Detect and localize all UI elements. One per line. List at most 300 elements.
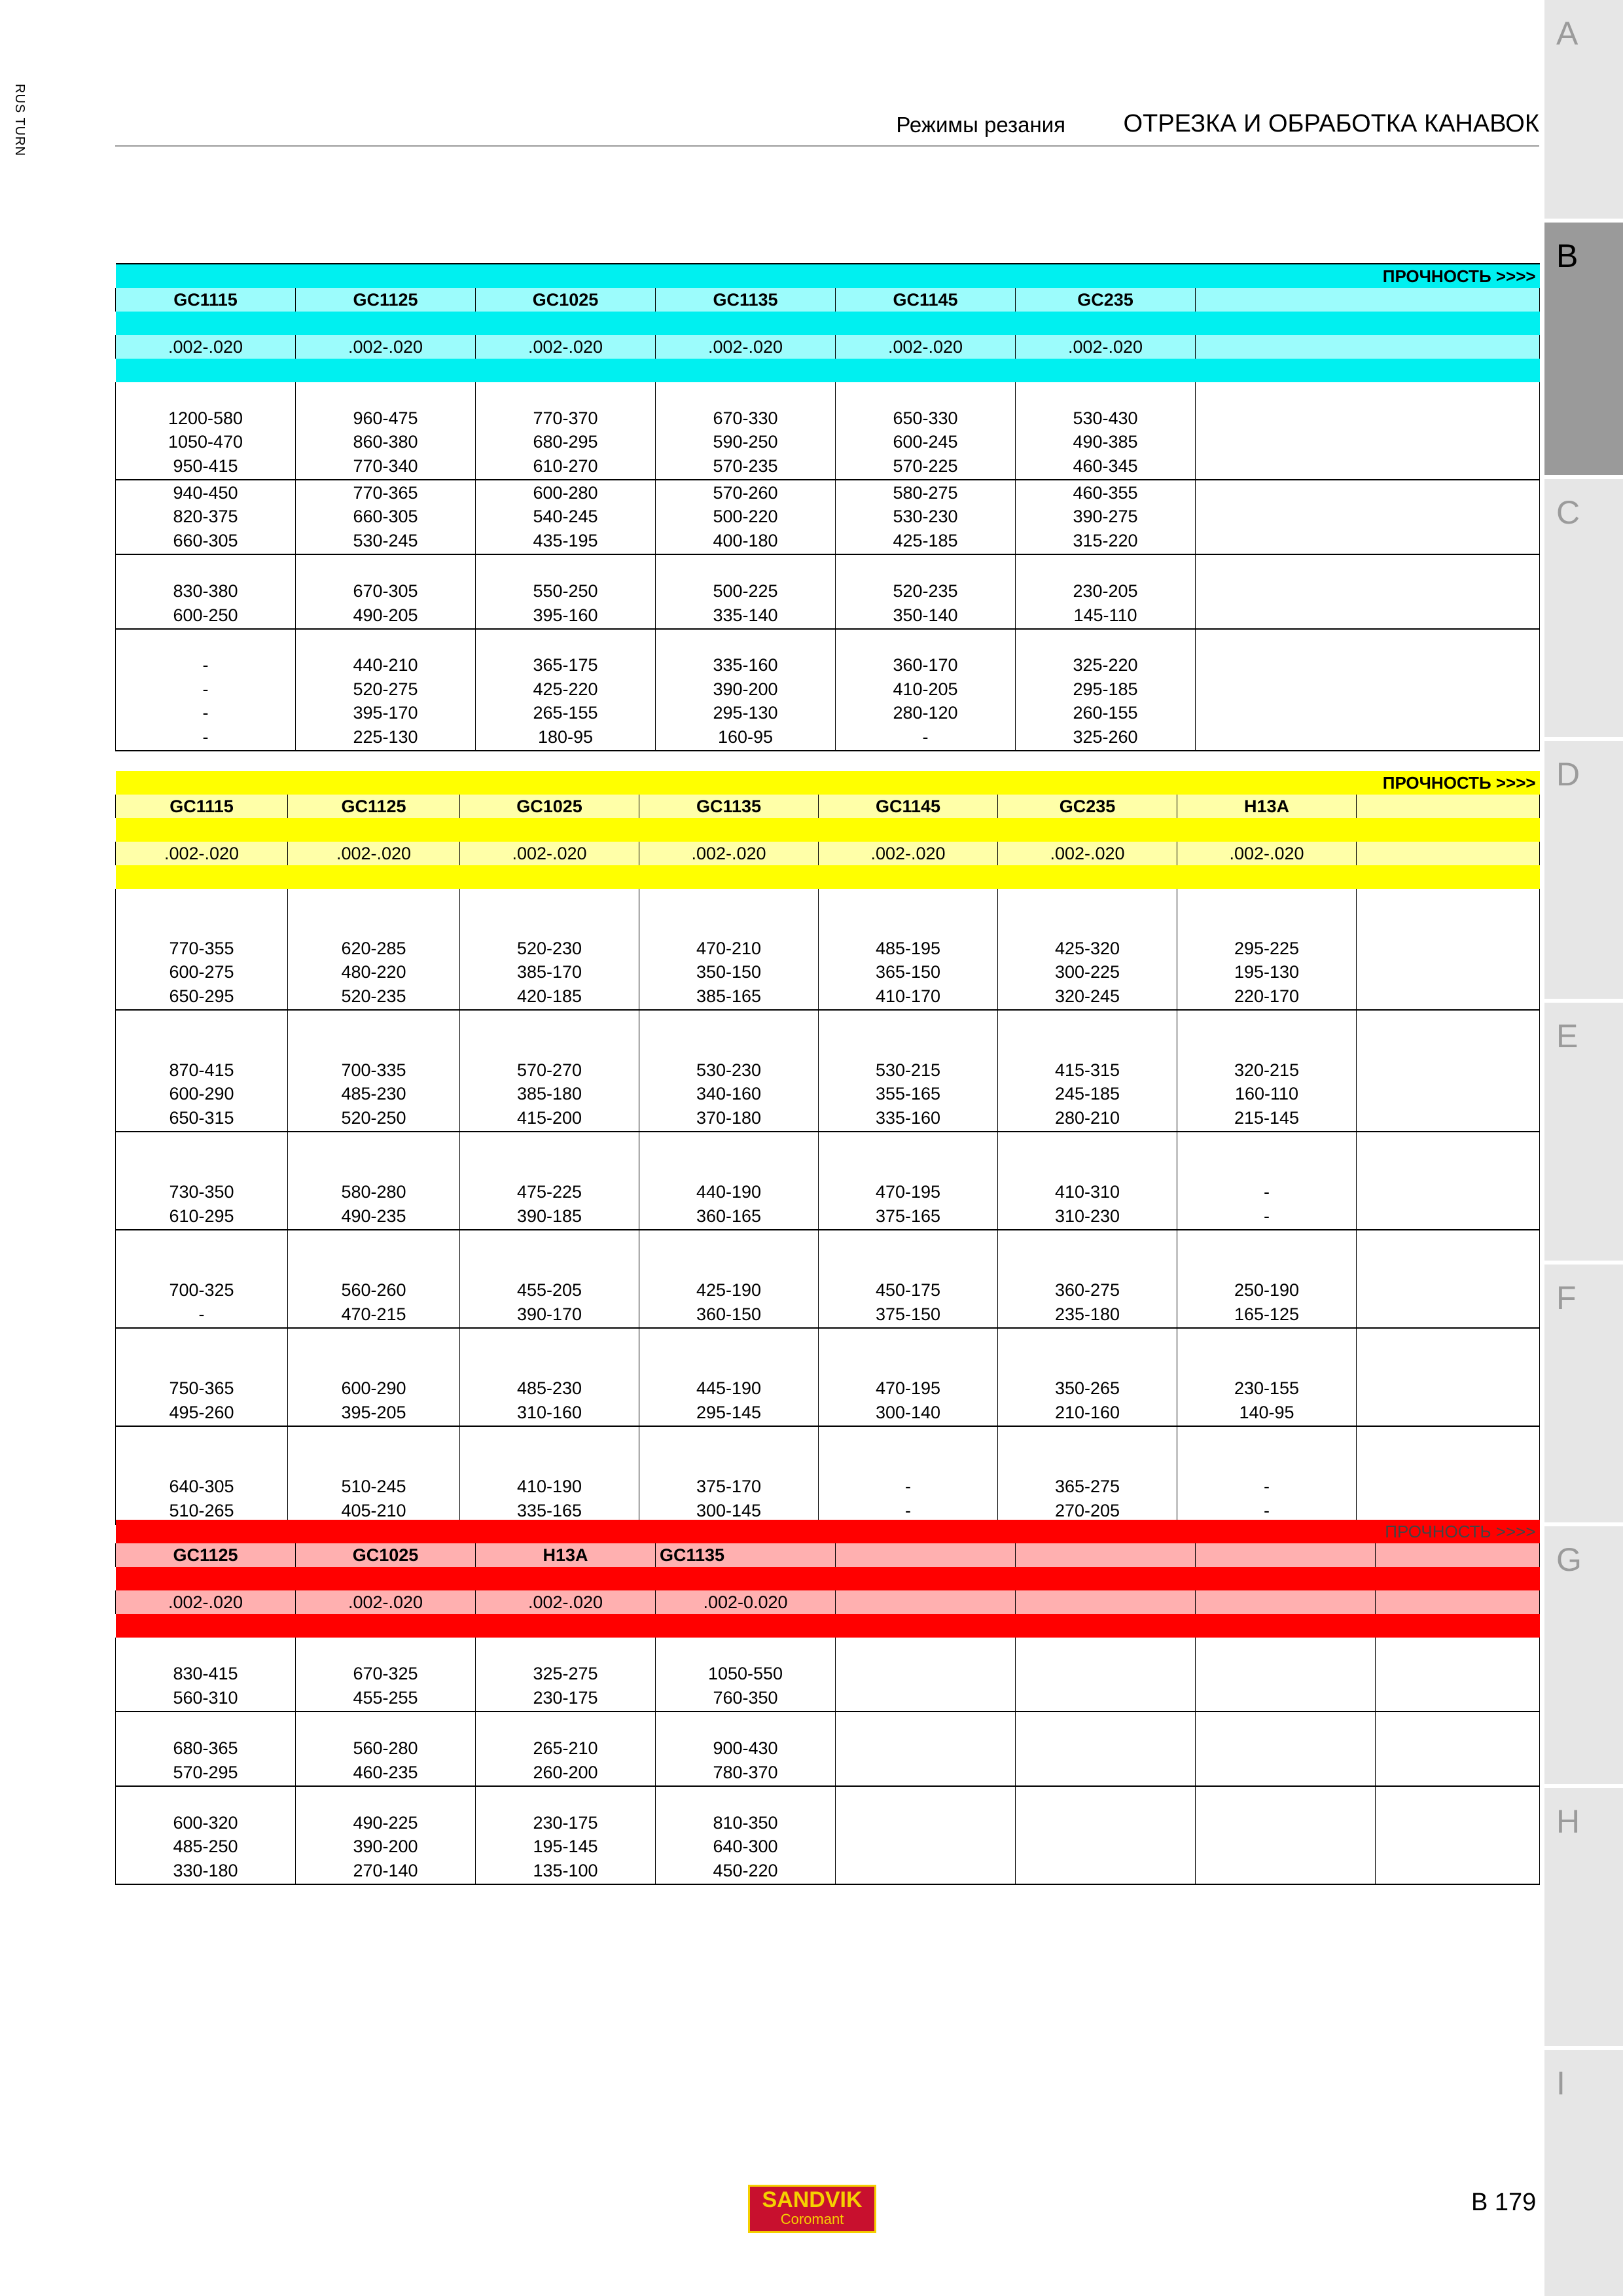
speed-value: 530-230 xyxy=(696,1060,762,1080)
table-row xyxy=(116,1010,1540,1132)
grade-header: GC235 xyxy=(998,795,1177,818)
feed-value: .002-.020 xyxy=(639,842,819,865)
speed-value: 660-305 xyxy=(353,507,418,526)
table-cell xyxy=(1016,480,1196,554)
table-cell xyxy=(116,554,296,629)
speed-value: 560-260 xyxy=(341,1280,406,1300)
speed-value: 365-175 xyxy=(533,655,598,675)
speed-value: 370-180 xyxy=(696,1107,762,1128)
table-cell xyxy=(116,480,296,554)
table-cell xyxy=(116,1010,288,1132)
speed-value: 470-195 xyxy=(875,1378,941,1398)
feed-row xyxy=(116,1590,1540,1614)
speed-value: 680-365 xyxy=(173,1738,238,1758)
speed-value: 760-350 xyxy=(713,1687,778,1708)
speed-value: 295-145 xyxy=(696,1402,762,1422)
grade-header: GC235 xyxy=(1016,288,1196,312)
speed-value: 260-200 xyxy=(533,1762,598,1782)
tab-h[interactable] xyxy=(1544,1788,1623,2046)
cutting-data-table-m xyxy=(115,771,1540,1525)
tab-c-label: C xyxy=(1556,494,1580,531)
speed-value: 570-295 xyxy=(173,1762,238,1782)
speed-value: 600-290 xyxy=(341,1378,406,1398)
tab-f[interactable] xyxy=(1544,1265,1623,1522)
table-section-m xyxy=(115,771,1539,1525)
speed-value: 600-290 xyxy=(169,1084,234,1103)
grade-header: GC1135 xyxy=(656,1543,836,1567)
table-cell xyxy=(1357,1426,1540,1524)
speed-value: 340-160 xyxy=(696,1084,762,1103)
speed-value: 225-130 xyxy=(353,726,418,747)
speed-value: 415-200 xyxy=(516,1107,582,1128)
speed-value: 730-350 xyxy=(169,1182,234,1202)
speed-value: 385-180 xyxy=(516,1084,582,1103)
grade-header: H13A xyxy=(1177,795,1357,818)
section-tabs xyxy=(1544,0,1623,2296)
cutting-data-table-p xyxy=(115,263,1540,751)
feed-value xyxy=(1196,335,1540,359)
speed-value: 405-210 xyxy=(341,1500,406,1520)
speed-value: 460-235 xyxy=(353,1762,418,1782)
table-cell xyxy=(460,1230,639,1328)
speed-value: 395-160 xyxy=(533,605,598,625)
table-cell xyxy=(998,1010,1177,1132)
speed-value: 295-225 xyxy=(1234,938,1300,958)
table-cell xyxy=(819,1132,998,1230)
speed-value: 410-205 xyxy=(893,679,958,699)
strength-label: ПРОЧНОСТЬ >>>> xyxy=(116,264,1540,288)
speed-value: 145-110 xyxy=(1073,605,1137,625)
table-cell xyxy=(460,1010,639,1132)
table-cell xyxy=(460,1132,639,1230)
speed-value: 480-220 xyxy=(341,962,406,982)
speed-value: 470-215 xyxy=(341,1304,406,1324)
speed-value: 355-165 xyxy=(875,1084,941,1103)
table-cell xyxy=(296,382,476,480)
speed-value: 300-145 xyxy=(696,1500,762,1520)
table-cell xyxy=(1357,1230,1540,1328)
speed-value: 580-275 xyxy=(893,482,958,503)
speed-value: 350-140 xyxy=(893,605,958,625)
table-cell xyxy=(1016,382,1196,480)
table-cell xyxy=(656,629,836,751)
table-cell xyxy=(1016,554,1196,629)
tab-h-label: H xyxy=(1556,1803,1580,1840)
speed-value: 385-165 xyxy=(696,986,762,1006)
speed-value: 265-210 xyxy=(533,1738,598,1758)
speed-value: 600-250 xyxy=(173,605,238,625)
speed-value: 950-415 xyxy=(173,456,238,476)
table-cell xyxy=(296,1638,476,1712)
speed-value: 530-245 xyxy=(353,530,418,550)
table-cell xyxy=(639,1010,819,1132)
speed-value: 570-260 xyxy=(713,482,778,503)
speed-value: 670-330 xyxy=(713,408,778,428)
speed-value: 330-180 xyxy=(173,1860,238,1880)
speed-value: 490-225 xyxy=(353,1812,418,1833)
table-cell xyxy=(1016,629,1196,751)
speed-value: 670-325 xyxy=(353,1664,418,1683)
tab-g-label: G xyxy=(1556,1541,1582,1578)
tab-e[interactable] xyxy=(1544,1003,1623,1261)
speed-value: 660-305 xyxy=(173,530,238,550)
speed-value: 485-250 xyxy=(173,1837,238,1856)
table-cell xyxy=(1376,1638,1540,1712)
speed-value: 445-190 xyxy=(696,1378,762,1398)
speed-value: 135-100 xyxy=(533,1860,598,1880)
table-cell xyxy=(639,889,819,1010)
speed-value: 530-215 xyxy=(875,1060,941,1080)
tab-g[interactable] xyxy=(1544,1526,1623,1784)
tab-a-label: A xyxy=(1556,15,1578,52)
table-cell xyxy=(1016,1786,1196,1884)
table-cell xyxy=(639,1426,819,1524)
speed-value: - xyxy=(202,655,209,675)
speed-value: 160-95 xyxy=(717,726,774,747)
speed-value: 600-320 xyxy=(173,1812,238,1833)
speed-value: 315-220 xyxy=(1073,530,1138,550)
speed-value: 410-170 xyxy=(875,986,941,1006)
table-row xyxy=(116,1786,1540,1884)
table-row xyxy=(116,480,1540,554)
speed-value: 320-245 xyxy=(1054,986,1120,1006)
speed-value: 365-275 xyxy=(1054,1477,1120,1496)
speed-value: 940-450 xyxy=(173,482,238,503)
header-title: ОТРЕЗКА И ОБРАБОТКА КАНАВОК xyxy=(1123,110,1539,137)
speed-value: - xyxy=(1264,1500,1270,1520)
feed-row xyxy=(116,335,1540,359)
table-cell xyxy=(819,889,998,1010)
speed-value: 650-315 xyxy=(169,1107,234,1128)
table-cell xyxy=(836,382,1016,480)
speed-value: 530-230 xyxy=(893,507,958,526)
speed-value: 425-220 xyxy=(533,679,598,699)
table-cell xyxy=(639,1230,819,1328)
table-cell xyxy=(1196,1638,1376,1712)
speed-value: 670-305 xyxy=(353,581,418,601)
speed-value: 455-255 xyxy=(353,1687,418,1708)
speed-value: 500-220 xyxy=(713,507,778,526)
speed-value: 270-140 xyxy=(353,1860,418,1880)
speed-value: 390-200 xyxy=(353,1837,418,1856)
table-cell xyxy=(1196,1712,1376,1786)
speed-value: 490-385 xyxy=(1073,432,1138,452)
table-cell xyxy=(1177,1230,1357,1328)
speed-value: 425-320 xyxy=(1054,938,1120,958)
table-cell xyxy=(288,1230,460,1328)
feed-value: .002-.020 xyxy=(656,335,836,359)
speed-value: 325-220 xyxy=(1073,655,1138,675)
speed-value: 475-225 xyxy=(516,1182,582,1202)
grade-header: GC1025 xyxy=(460,795,639,818)
table-cell xyxy=(1196,554,1540,629)
speed-value: 335-165 xyxy=(516,1500,582,1520)
tab-c[interactable] xyxy=(1544,479,1623,737)
speed-value: 235-180 xyxy=(1054,1304,1120,1324)
speed-value: 395-205 xyxy=(341,1402,406,1422)
speed-value: 295-185 xyxy=(1073,679,1138,699)
speed-value: 180-95 xyxy=(537,726,594,747)
feed-value: .002-0.020 xyxy=(656,1590,836,1614)
feed-value: .002-.020 xyxy=(288,842,460,865)
speed-value: 820-375 xyxy=(173,507,238,526)
table-cell xyxy=(476,1712,656,1786)
table-cell xyxy=(1376,1712,1540,1786)
grade-header: GC1125 xyxy=(296,288,476,312)
speed-value: 140-95 xyxy=(1239,1402,1294,1422)
speed-value: 470-210 xyxy=(696,938,762,958)
speed-value: 440-190 xyxy=(696,1182,762,1202)
speed-value: 230-205 xyxy=(1073,581,1138,601)
table-cell xyxy=(998,889,1177,1010)
feed-value: .002-.020 xyxy=(819,842,998,865)
table-row xyxy=(116,554,1540,629)
speed-value: 700-335 xyxy=(341,1060,406,1080)
table-row xyxy=(116,1230,1540,1328)
tab-f-label: F xyxy=(1556,1280,1577,1316)
speed-value: 360-275 xyxy=(1054,1280,1120,1300)
speed-value: 390-170 xyxy=(516,1304,582,1324)
table-cell xyxy=(1376,1786,1540,1884)
grade-header-row xyxy=(116,1543,1540,1567)
table-cell xyxy=(836,554,1016,629)
tab-e-label: E xyxy=(1556,1018,1578,1054)
table-cell xyxy=(116,1132,288,1230)
speed-value: 410-190 xyxy=(516,1477,582,1496)
cutting-data-table-k xyxy=(115,1520,1540,1885)
speed-value: 680-295 xyxy=(533,432,598,452)
speed-value: 350-150 xyxy=(696,962,762,982)
feed-value: .002-.020 xyxy=(460,842,639,865)
speed-value: 230-175 xyxy=(533,1687,598,1708)
speed-value: 860-380 xyxy=(353,432,418,452)
table-cell xyxy=(1196,1786,1376,1884)
speed-value: 590-250 xyxy=(713,432,778,452)
table-cell xyxy=(1196,629,1540,751)
grade-header: H13A xyxy=(476,1543,656,1567)
table-cell xyxy=(296,1786,476,1884)
speed-value: 770-355 xyxy=(169,938,234,958)
speed-value: 830-380 xyxy=(173,581,238,601)
speed-value: - xyxy=(922,726,929,747)
speed-value: - xyxy=(202,726,209,747)
speed-value: 570-235 xyxy=(713,456,778,476)
speed-value: - xyxy=(905,1477,911,1496)
tab-d[interactable] xyxy=(1544,741,1623,999)
table-cell xyxy=(288,1010,460,1132)
feed-value: .002-.020 xyxy=(476,1590,656,1614)
speed-value: 600-245 xyxy=(893,432,958,452)
table-cell xyxy=(656,554,836,629)
logo-line2: Coromant xyxy=(780,2211,844,2227)
feed-value: .002-.020 xyxy=(998,842,1177,865)
table-section-p xyxy=(115,263,1539,751)
header-subtitle: Режимы резания xyxy=(896,113,1065,137)
feed-value xyxy=(1016,1590,1196,1614)
speed-value: 520-275 xyxy=(353,679,418,699)
feed-value: .002-.020 xyxy=(1016,335,1196,359)
speed-value: 325-260 xyxy=(1073,726,1138,747)
speed-value: 770-340 xyxy=(353,456,418,476)
feed-row xyxy=(116,842,1540,865)
table-cell xyxy=(1196,382,1540,480)
table-cell xyxy=(116,889,288,1010)
grade-header: GC1135 xyxy=(639,795,819,818)
table-cell xyxy=(460,889,639,1010)
speed-value: 365-150 xyxy=(875,962,941,982)
table-row xyxy=(116,629,1540,751)
speed-value: 770-365 xyxy=(353,482,418,503)
table-cell xyxy=(116,1426,288,1524)
speed-value: 485-195 xyxy=(875,938,941,958)
speed-value: 960-475 xyxy=(353,408,418,428)
table-cell xyxy=(1177,889,1357,1010)
speed-value: 160-110 xyxy=(1234,1084,1299,1103)
speed-value: 580-280 xyxy=(341,1182,406,1202)
table-row xyxy=(116,1328,1540,1426)
table-cell xyxy=(819,1230,998,1328)
speed-value: 610-295 xyxy=(169,1206,234,1226)
speed-value: 650-330 xyxy=(893,408,958,428)
table-cell xyxy=(460,1426,639,1524)
speed-value: 530-430 xyxy=(1073,408,1138,428)
table-row xyxy=(116,1638,1540,1712)
speed-value: 420-185 xyxy=(516,986,582,1006)
speed-value: 810-350 xyxy=(713,1812,778,1833)
tab-d-label: D xyxy=(1556,756,1580,793)
table-cell xyxy=(819,1426,998,1524)
speed-value: 520-250 xyxy=(341,1107,406,1128)
table-cell xyxy=(1016,1712,1196,1786)
table-cell xyxy=(836,1638,1016,1712)
speed-value: 600-275 xyxy=(169,962,234,982)
speed-value: 540-245 xyxy=(533,507,598,526)
grade-header xyxy=(1357,795,1540,818)
table-cell xyxy=(836,1712,1016,1786)
speed-value: 520-235 xyxy=(341,986,406,1006)
feed-value xyxy=(1376,1590,1540,1614)
table-cell xyxy=(1357,1010,1540,1132)
speed-value: - xyxy=(202,703,209,723)
speed-value: - xyxy=(1264,1477,1270,1496)
speed-value: 335-160 xyxy=(875,1107,941,1128)
table-cell xyxy=(1177,1132,1357,1230)
grade-header: GC1125 xyxy=(288,795,460,818)
speed-value: 610-270 xyxy=(533,456,598,476)
speed-value: 325-275 xyxy=(533,1664,598,1683)
table-cell xyxy=(1016,1638,1196,1712)
table-cell xyxy=(288,889,460,1010)
speed-value: 280-120 xyxy=(893,703,958,723)
table-row xyxy=(116,1712,1540,1786)
grade-header: GC1115 xyxy=(116,288,296,312)
speed-value: 310-230 xyxy=(1054,1206,1120,1226)
grade-header xyxy=(1016,1543,1196,1567)
table-cell xyxy=(476,480,656,554)
grade-header-row xyxy=(116,795,1540,818)
feed-value: .002-.020 xyxy=(836,335,1016,359)
table-cell xyxy=(639,1132,819,1230)
speed-value: 450-220 xyxy=(713,1860,778,1880)
feed-value: .002-.020 xyxy=(476,335,656,359)
table-cell xyxy=(288,1132,460,1230)
table-cell xyxy=(656,1786,836,1884)
table-cell xyxy=(1177,1010,1357,1132)
side-label: RUS TURN xyxy=(12,84,27,156)
speed-value: 435-195 xyxy=(533,530,598,550)
table-cell xyxy=(296,480,476,554)
table-cell xyxy=(998,1230,1177,1328)
speed-value: 560-280 xyxy=(353,1738,418,1758)
speed-value: 1050-470 xyxy=(168,432,243,452)
table-row xyxy=(116,1426,1540,1524)
grade-header: GC1025 xyxy=(296,1543,476,1567)
grade-header-row xyxy=(116,288,1540,312)
speed-value: 510-265 xyxy=(169,1500,234,1520)
speed-value: - xyxy=(1264,1182,1270,1202)
speed-value: 360-170 xyxy=(893,655,958,675)
table-cell xyxy=(296,1712,476,1786)
table-cell xyxy=(1177,1426,1357,1524)
speed-value: 550-250 xyxy=(533,581,598,601)
speed-value: 470-195 xyxy=(875,1182,941,1202)
table-cell xyxy=(639,1328,819,1426)
speed-value: 195-130 xyxy=(1234,962,1300,982)
table-cell xyxy=(1357,1132,1540,1230)
speed-value: 620-285 xyxy=(341,938,406,958)
strength-label: ПРОЧНОСТЬ >>>> xyxy=(1382,772,1536,793)
table-cell xyxy=(998,1132,1177,1230)
table-row xyxy=(116,1132,1540,1230)
table-row xyxy=(116,382,1540,480)
table-cell xyxy=(476,1638,656,1712)
table-cell xyxy=(116,1638,296,1712)
speed-value: 230-155 xyxy=(1234,1378,1300,1398)
table-cell xyxy=(836,480,1016,554)
table-cell xyxy=(476,382,656,480)
table-cell xyxy=(836,629,1016,751)
table-cell xyxy=(998,1328,1177,1426)
tab-a[interactable] xyxy=(1544,0,1623,219)
speed-value: 360-165 xyxy=(696,1206,762,1226)
speed-value: 750-365 xyxy=(169,1378,234,1398)
table-cell xyxy=(476,1786,656,1884)
feed-value: .002-.020 xyxy=(296,1590,476,1614)
speed-value: 450-175 xyxy=(875,1280,941,1300)
table-section-k xyxy=(115,1520,1539,1885)
speed-value: 335-160 xyxy=(713,655,778,675)
speed-value: 520-230 xyxy=(516,938,582,958)
speed-value: 460-345 xyxy=(1073,456,1138,476)
logo-line1: SANDVIK xyxy=(762,2187,863,2212)
tab-b[interactable] xyxy=(1544,223,1623,475)
speed-value: 560-310 xyxy=(173,1687,238,1708)
table-cell xyxy=(116,1712,296,1786)
grade-header: GC1145 xyxy=(819,795,998,818)
speed-value: 195-145 xyxy=(533,1837,598,1856)
speed-value: 425-185 xyxy=(893,530,958,550)
speed-value: 460-355 xyxy=(1073,482,1138,503)
speed-value: 455-205 xyxy=(516,1280,582,1300)
table-cell xyxy=(296,554,476,629)
strength-label: ПРОЧНОСТЬ >>>> xyxy=(1385,1521,1536,1541)
speed-value: 360-150 xyxy=(696,1304,762,1324)
feed-value: .002-.020 xyxy=(1177,842,1357,865)
speed-value: 870-415 xyxy=(169,1060,234,1080)
table-cell xyxy=(116,1328,288,1426)
speed-value: 570-225 xyxy=(893,456,958,476)
tab-i[interactable] xyxy=(1544,2050,1623,2296)
